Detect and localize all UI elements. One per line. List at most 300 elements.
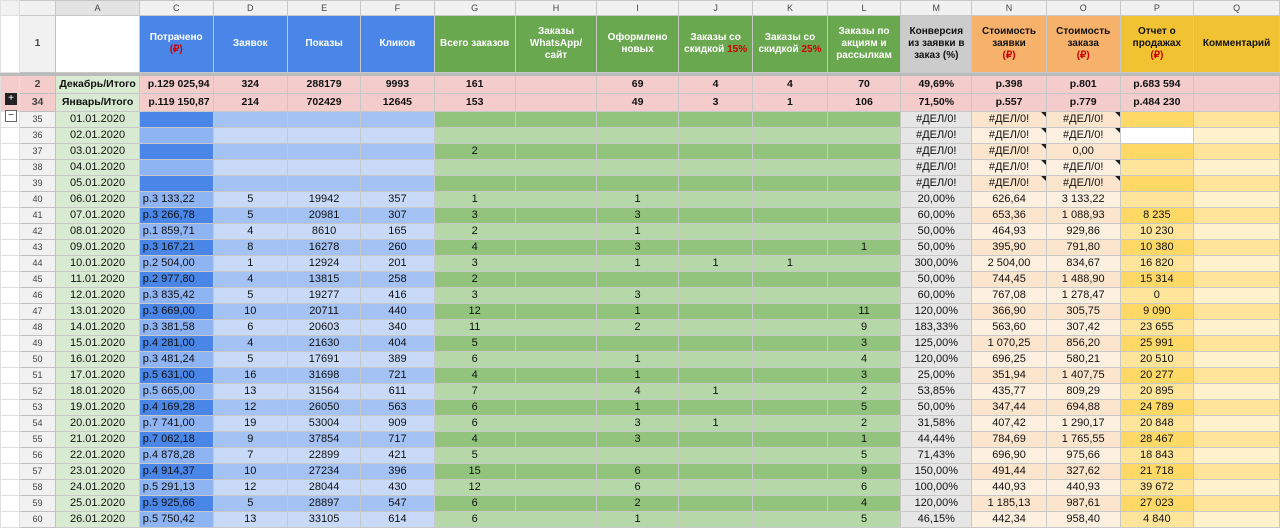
cell-g[interactable]: 1 [434,192,515,208]
cell-q[interactable] [1194,320,1280,336]
row-header[interactable]: 43 [19,240,56,256]
column-header-C[interactable]: C [139,1,213,16]
cell-p[interactable]: 4 840 [1120,512,1194,528]
cell-l[interactable]: 5 [827,512,901,528]
group-expand-icon[interactable]: + [5,93,17,105]
cell-h[interactable] [515,256,597,272]
summary-cell-h[interactable] [515,94,597,112]
cell-o[interactable]: 975,66 [1046,448,1120,464]
cell-i[interactable] [597,272,679,288]
cell-e[interactable]: 16278 [287,240,360,256]
cell-i[interactable]: 1 [597,304,679,320]
cell-e[interactable]: 13815 [287,272,360,288]
cell-p[interactable]: 18 843 [1120,448,1194,464]
date-cell[interactable]: 05.01.2020 [56,176,139,192]
date-cell[interactable]: 03.01.2020 [56,144,139,160]
cell-e[interactable]: 31564 [287,384,360,400]
cell-j[interactable] [678,304,752,320]
column-header-N[interactable]: N [972,1,1047,16]
cell-e[interactable]: 31698 [287,368,360,384]
cell-m[interactable]: 120,00% [901,304,972,320]
cell-k[interactable] [753,144,827,160]
cell-h[interactable] [515,432,597,448]
cell-j[interactable] [678,448,752,464]
cell-f[interactable]: 165 [361,224,434,240]
header-a[interactable] [56,16,139,73]
summary-cell-p[interactable]: р.683 594 [1120,76,1194,94]
cell-q[interactable] [1194,208,1280,224]
cell-l[interactable]: 3 [827,368,901,384]
summary-cell-q[interactable] [1194,76,1280,94]
cell-n[interactable]: 563,60 [972,320,1047,336]
cell-h[interactable] [515,336,597,352]
cell-g[interactable]: 15 [434,464,515,480]
cell-d[interactable]: 1 [213,256,287,272]
column-header-K[interactable]: K [753,1,827,16]
header-impressions[interactable]: Показы [287,16,360,73]
header-order-cost[interactable] [1046,16,1120,73]
cell-l[interactable] [827,288,901,304]
date-cell[interactable]: 09.01.2020 [56,240,139,256]
cell-g[interactable] [434,128,515,144]
cell-o[interactable]: 305,75 [1046,304,1120,320]
header-discount15[interactable] [678,16,752,73]
column-header-E[interactable]: E [287,1,360,16]
cell-g[interactable] [434,160,515,176]
cell-i[interactable] [597,160,679,176]
cell-o[interactable]: #ДЕЛ/0! [1046,176,1120,192]
summary-cell-e[interactable]: 288179 [287,76,360,94]
cell-h[interactable] [515,144,597,160]
cell-l[interactable]: 5 [827,448,901,464]
cell-c[interactable] [139,144,213,160]
row-header[interactable]: 53 [19,400,56,416]
row-header[interactable]: 44 [19,256,56,272]
cell-f[interactable]: 430 [361,480,434,496]
row-header[interactable]: 46 [19,288,56,304]
date-cell[interactable]: 01.01.2020 [56,112,139,128]
cell-g[interactable]: 12 [434,304,515,320]
cell-j[interactable]: 1 [678,256,752,272]
cell-m[interactable]: 300,00% [901,256,972,272]
row-header[interactable]: 35 [19,112,56,128]
cell-p[interactable]: 20 510 [1120,352,1194,368]
row-header[interactable]: 51 [19,368,56,384]
row-header[interactable]: 45 [19,272,56,288]
cell-d[interactable]: 4 [213,272,287,288]
cell-h[interactable] [515,224,597,240]
cell-q[interactable] [1194,368,1280,384]
cell-j[interactable]: 1 [678,416,752,432]
cell-k[interactable] [753,416,827,432]
cell-l[interactable] [827,272,901,288]
cell-i[interactable]: 3 [597,208,679,224]
cell-k[interactable] [753,432,827,448]
cell-q[interactable] [1194,448,1280,464]
date-cell[interactable]: 22.01.2020 [56,448,139,464]
cell-j[interactable]: 1 [678,384,752,400]
summary-cell-j[interactable]: 4 [678,76,752,94]
cell-m[interactable]: #ДЕЛ/0! [901,112,972,128]
cell-l[interactable] [827,256,901,272]
cell-h[interactable] [515,352,597,368]
cell-m[interactable]: #ДЕЛ/0! [901,176,972,192]
cell-c[interactable]: р.7 741,00 [139,416,213,432]
cell-l[interactable]: 4 [827,496,901,512]
cell-h[interactable] [515,448,597,464]
cell-j[interactable] [678,320,752,336]
cell-i[interactable]: 1 [597,352,679,368]
header-new-orders[interactable]: Оформлено новых [597,16,679,73]
cell-d[interactable]: 12 [213,480,287,496]
summary-cell-i[interactable]: 69 [597,76,679,94]
cell-l[interactable] [827,176,901,192]
summary-cell-l[interactable]: 70 [827,76,901,94]
cell-p[interactable] [1120,192,1194,208]
cell-c[interactable]: р.3 133,22 [139,192,213,208]
header-clicks[interactable]: Кликов [361,16,434,73]
cell-e[interactable] [287,112,360,128]
cell-o[interactable]: 809,29 [1046,384,1120,400]
cell-k[interactable] [753,464,827,480]
summary-cell-c[interactable]: р.119 150,87 [139,94,213,112]
cell-c[interactable]: р.4 281,00 [139,336,213,352]
cell-g[interactable]: 4 [434,240,515,256]
row-header[interactable]: 47 [19,304,56,320]
cell-n[interactable]: 784,69 [972,432,1047,448]
cell-n[interactable]: 2 504,00 [972,256,1047,272]
date-cell[interactable]: 04.01.2020 [56,160,139,176]
date-cell[interactable]: 08.01.2020 [56,224,139,240]
cell-p[interactable]: 20 895 [1120,384,1194,400]
cell-o[interactable]: 327,62 [1046,464,1120,480]
row-header[interactable]: 55 [19,432,56,448]
cell-f[interactable]: 258 [361,272,434,288]
cell-e[interactable]: 33105 [287,512,360,528]
cell-c[interactable]: р.5 291,13 [139,480,213,496]
cell-m[interactable]: 60,00% [901,288,972,304]
cell-k[interactable] [753,496,827,512]
summary-cell-k[interactable]: 4 [753,76,827,94]
cell-i[interactable]: 3 [597,416,679,432]
cell-g[interactable]: 11 [434,320,515,336]
cell-c[interactable]: р.5 665,00 [139,384,213,400]
cell-j[interactable] [678,512,752,528]
cell-i[interactable]: 1 [597,512,679,528]
cell-d[interactable] [213,160,287,176]
cell-g[interactable]: 5 [434,448,515,464]
cell-d[interactable]: 16 [213,368,287,384]
cell-f[interactable]: 614 [361,512,434,528]
date-cell[interactable]: 14.01.2020 [56,320,139,336]
cell-g[interactable]: 2 [434,224,515,240]
cell-m[interactable]: 44,44% [901,432,972,448]
cell-e[interactable]: 20711 [287,304,360,320]
cell-n[interactable]: 351,94 [972,368,1047,384]
header-requests[interactable]: Заявок [213,16,287,73]
cell-q[interactable] [1194,256,1280,272]
cell-c[interactable]: р.7 062,18 [139,432,213,448]
cell-j[interactable] [678,128,752,144]
row-header[interactable]: 60 [19,512,56,528]
cell-l[interactable] [827,192,901,208]
row-header[interactable]: 54 [19,416,56,432]
cell-k[interactable] [753,272,827,288]
cell-g[interactable]: 4 [434,368,515,384]
cell-i[interactable]: 6 [597,480,679,496]
cell-g[interactable]: 6 [434,512,515,528]
cell-p[interactable]: 27 023 [1120,496,1194,512]
cell-m[interactable]: 31,58% [901,416,972,432]
cell-l[interactable]: 5 [827,400,901,416]
cell-g[interactable]: 2 [434,272,515,288]
cell-q[interactable] [1194,512,1280,528]
cell-m[interactable]: #ДЕЛ/0! [901,128,972,144]
cell-c[interactable]: р.3 669,00 [139,304,213,320]
cell-c[interactable] [139,128,213,144]
cell-o[interactable]: 1 488,90 [1046,272,1120,288]
cell-h[interactable] [515,480,597,496]
cell-n[interactable]: 347,44 [972,400,1047,416]
cell-g[interactable]: 12 [434,480,515,496]
cell-n[interactable]: #ДЕЛ/0! [972,160,1047,176]
cell-l[interactable]: 3 [827,336,901,352]
row-header[interactable]: 48 [19,320,56,336]
cell-n[interactable]: #ДЕЛ/0! [972,128,1047,144]
cell-c[interactable]: р.3 481,24 [139,352,213,368]
cell-l[interactable] [827,224,901,240]
cell-e[interactable]: 19277 [287,288,360,304]
cell-p[interactable] [1120,128,1194,144]
cell-h[interactable] [515,384,597,400]
cell-p[interactable]: 21 718 [1120,464,1194,480]
cell-k[interactable] [753,288,827,304]
cell-h[interactable] [515,192,597,208]
cell-h[interactable] [515,208,597,224]
cell-j[interactable] [678,464,752,480]
date-cell[interactable]: 11.01.2020 [56,272,139,288]
cell-q[interactable] [1194,464,1280,480]
group-collapse-icon[interactable]: − [5,110,17,122]
cell-f[interactable]: 357 [361,192,434,208]
cell-m[interactable]: #ДЕЛ/0! [901,144,972,160]
cell-j[interactable] [678,112,752,128]
cell-e[interactable]: 20603 [287,320,360,336]
cell-k[interactable] [753,352,827,368]
cell-c[interactable]: р.4 169,28 [139,400,213,416]
row-header[interactable]: 34 [19,94,56,112]
cell-m[interactable]: 100,00% [901,480,972,496]
summary-cell-j[interactable]: 3 [678,94,752,112]
column-header-O[interactable]: O [1046,1,1120,16]
cell-i[interactable]: 3 [597,288,679,304]
cell-d[interactable] [213,128,287,144]
cell-o[interactable]: 1 765,55 [1046,432,1120,448]
cell-i[interactable]: 1 [597,400,679,416]
cell-j[interactable] [678,160,752,176]
date-cell[interactable]: 17.01.2020 [56,368,139,384]
cell-d[interactable] [213,176,287,192]
cell-p[interactable]: 20 277 [1120,368,1194,384]
cell-m[interactable]: 25,00% [901,368,972,384]
row-header[interactable]: 41 [19,208,56,224]
cell-e[interactable]: 53004 [287,416,360,432]
cell-n[interactable]: 653,36 [972,208,1047,224]
cell-q[interactable] [1194,224,1280,240]
cell-c[interactable]: р.4 878,28 [139,448,213,464]
row-header[interactable]: 52 [19,384,56,400]
date-cell[interactable]: 21.01.2020 [56,432,139,448]
summary-cell-c[interactable]: р.129 025,94 [139,76,213,94]
cell-c[interactable]: р.3 167,21 [139,240,213,256]
summary-cell-d[interactable]: 324 [213,76,287,94]
date-cell[interactable]: 20.01.2020 [56,416,139,432]
cell-f[interactable] [361,144,434,160]
cell-n[interactable]: 1 070,25 [972,336,1047,352]
cell-h[interactable] [515,400,597,416]
cell-n[interactable]: 440,93 [972,480,1047,496]
cell-o[interactable]: 694,88 [1046,400,1120,416]
cell-e[interactable]: 27234 [287,464,360,480]
cell-e[interactable]: 12924 [287,256,360,272]
cell-m[interactable]: 60,00% [901,208,972,224]
cell-c[interactable]: р.5 631,00 [139,368,213,384]
cell-n[interactable]: 1 185,13 [972,496,1047,512]
corner-select-all[interactable] [19,1,56,16]
cell-m[interactable]: 46,15% [901,512,972,528]
cell-p[interactable]: 28 467 [1120,432,1194,448]
column-header-H[interactable]: H [515,1,597,16]
cell-i[interactable] [597,144,679,160]
cell-j[interactable] [678,368,752,384]
cell-c[interactable]: р.4 914,37 [139,464,213,480]
cell-d[interactable]: 9 [213,432,287,448]
cell-c[interactable]: р.2 977,80 [139,272,213,288]
cell-n[interactable]: 407,42 [972,416,1047,432]
cell-f[interactable]: 611 [361,384,434,400]
cell-o[interactable]: 987,61 [1046,496,1120,512]
column-header-D[interactable]: D [213,1,287,16]
cell-m[interactable]: 53,85% [901,384,972,400]
column-header-L[interactable]: L [827,1,901,16]
cell-p[interactable] [1120,160,1194,176]
cell-i[interactable] [597,448,679,464]
row-header[interactable]: 38 [19,160,56,176]
cell-d[interactable] [213,144,287,160]
cell-k[interactable] [753,112,827,128]
cell-p[interactable]: 24 789 [1120,400,1194,416]
summary-cell-g[interactable]: 153 [434,94,515,112]
column-header-F[interactable]: F [361,1,434,16]
cell-l[interactable]: 9 [827,320,901,336]
cell-f[interactable] [361,160,434,176]
date-cell[interactable]: 07.01.2020 [56,208,139,224]
date-cell[interactable]: 10.01.2020 [56,256,139,272]
row-header-1[interactable]: 1 [19,16,56,73]
cell-f[interactable] [361,176,434,192]
header-sales-report[interactable] [1120,16,1194,73]
cell-n[interactable]: 464,93 [972,224,1047,240]
summary-cell-f[interactable]: 12645 [361,94,434,112]
cell-d[interactable]: 7 [213,448,287,464]
cell-q[interactable] [1194,160,1280,176]
cell-n[interactable]: 696,25 [972,352,1047,368]
cell-f[interactable]: 563 [361,400,434,416]
cell-h[interactable] [515,512,597,528]
cell-e[interactable]: 19942 [287,192,360,208]
cell-h[interactable] [515,240,597,256]
summary-label-cell[interactable]: Январь/Итого [56,94,139,112]
cell-j[interactable] [678,496,752,512]
cell-h[interactable] [515,176,597,192]
cell-q[interactable] [1194,400,1280,416]
cell-m[interactable]: 120,00% [901,496,972,512]
cell-g[interactable]: 3 [434,208,515,224]
cell-n[interactable]: 491,44 [972,464,1047,480]
cell-n[interactable]: 626,64 [972,192,1047,208]
cell-h[interactable] [515,416,597,432]
summary-cell-m[interactable]: 49,69% [901,76,972,94]
cell-d[interactable]: 10 [213,304,287,320]
cell-c[interactable]: р.3 266,78 [139,208,213,224]
cell-g[interactable]: 6 [434,416,515,432]
row-header[interactable]: 37 [19,144,56,160]
cell-d[interactable]: 13 [213,512,287,528]
cell-l[interactable]: 2 [827,384,901,400]
cell-o[interactable]: 791,80 [1046,240,1120,256]
summary-label-cell[interactable]: Декабрь/Итого [56,76,139,94]
summary-cell-o[interactable]: р.801 [1046,76,1120,94]
cell-d[interactable]: 5 [213,192,287,208]
cell-p[interactable] [1120,144,1194,160]
date-cell[interactable]: 12.01.2020 [56,288,139,304]
cell-k[interactable] [753,224,827,240]
cell-i[interactable] [597,128,679,144]
summary-cell-k[interactable]: 1 [753,94,827,112]
cell-l[interactable]: 9 [827,464,901,480]
cell-f[interactable]: 721 [361,368,434,384]
cell-f[interactable]: 416 [361,288,434,304]
cell-f[interactable]: 717 [361,432,434,448]
cell-o[interactable]: 440,93 [1046,480,1120,496]
cell-d[interactable]: 6 [213,320,287,336]
cell-d[interactable]: 5 [213,208,287,224]
cell-d[interactable] [213,112,287,128]
cell-q[interactable] [1194,384,1280,400]
summary-cell-i[interactable]: 49 [597,94,679,112]
cell-o[interactable]: 307,42 [1046,320,1120,336]
cell-i[interactable] [597,336,679,352]
summary-cell-f[interactable]: 9993 [361,76,434,94]
cell-j[interactable] [678,144,752,160]
cell-p[interactable]: 15 314 [1120,272,1194,288]
cell-n[interactable]: 696,90 [972,448,1047,464]
cell-p[interactable]: 20 848 [1120,416,1194,432]
cell-i[interactable]: 1 [597,224,679,240]
cell-h[interactable] [515,112,597,128]
cell-m[interactable]: 50,00% [901,240,972,256]
cell-f[interactable] [361,128,434,144]
column-header-A[interactable]: A [56,1,139,16]
cell-h[interactable] [515,288,597,304]
cell-i[interactable]: 6 [597,464,679,480]
cell-k[interactable] [753,400,827,416]
cell-k[interactable] [753,128,827,144]
cell-n[interactable]: 442,34 [972,512,1047,528]
cell-h[interactable] [515,128,597,144]
cell-j[interactable] [678,176,752,192]
column-header-P[interactable]: P [1120,1,1194,16]
